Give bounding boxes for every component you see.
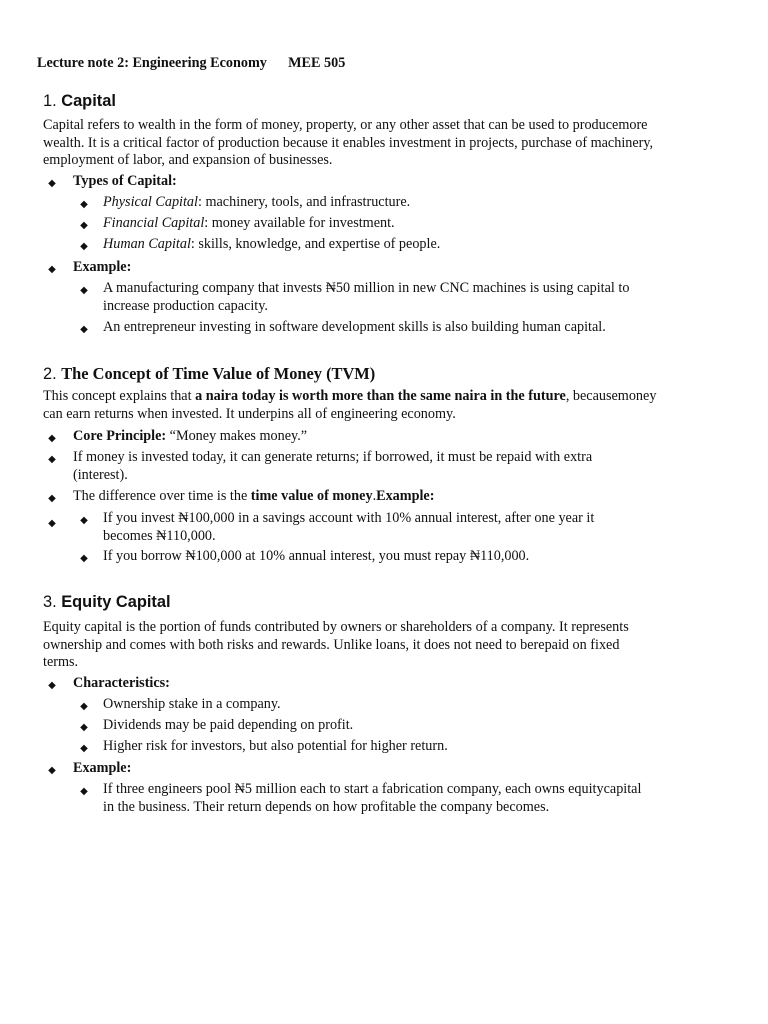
- course-code: MEE 505: [288, 55, 346, 71]
- bullet-icon: ◆: [80, 199, 88, 210]
- bullet-icon: ◆: [48, 518, 56, 529]
- section-1-intro: [43, 117, 703, 170]
- list-item: Financial Capital: money available for investment.: [103, 215, 395, 231]
- lecture-title: Lecture note 2: Engineering Economy: [37, 55, 267, 71]
- list-item: If three engineers pool ₦5 million each to start a fabrication company, each owns equitycapital in the business. Their return depends on how profitable the company becomes.: [103, 781, 642, 815]
- bullet-icon: ◆: [48, 493, 56, 504]
- section-3-heading: [43, 592, 171, 612]
- bullet-icon: ◆: [48, 178, 56, 189]
- bullet-icon: ◆: [48, 264, 56, 275]
- list-item: A manufacturing company that invests ₦50 million in new CNC machines is using capital to increase production capacity.: [103, 280, 630, 314]
- list-item: If you invest ₦100,000 in a savings account with 10% annual interest, after one year it becomes ₦110,000.: [103, 510, 595, 544]
- section-number: 3.: [43, 593, 57, 611]
- intro-line: employment of labor, and expansion of businesses.: [43, 152, 333, 169]
- core-principle: Core Principle: “Money makes money.”: [73, 428, 308, 444]
- section-2-intro: This concept explains that a naira today is worth more than the same naira in the future, becausemoney can earn returns when invested. It underpins all of engineering economy.: [43, 388, 657, 422]
- list-item: If you borrow ₦100,000 at 10% annual interest, you must repay ₦110,000.: [103, 548, 530, 564]
- bullet-icon: ◆: [80, 722, 88, 733]
- bullet-icon: ◆: [48, 680, 56, 691]
- list-item: An entrepreneur investing in software development skills is also building human capital.: [103, 319, 606, 335]
- section-title: Equity Capital: [61, 593, 171, 611]
- bullet-icon: ◆: [80, 515, 88, 526]
- section-number: 2.: [43, 365, 57, 383]
- lecture-header: [37, 55, 345, 73]
- bullet-icon: ◆: [80, 553, 88, 564]
- types-label: Types of Capital:: [73, 173, 177, 189]
- bullet-icon: ◆: [80, 743, 88, 754]
- section-title: Capital: [61, 92, 116, 110]
- list-item: Dividends may be paid depending on profit.: [103, 717, 354, 733]
- section-title: The Concept of Time Value of Money (TVM): [61, 364, 376, 383]
- example-label: Example:: [73, 760, 132, 776]
- example-label: Example:: [73, 259, 132, 275]
- list-item: Higher risk for investors, but also potential for higher return.: [103, 738, 448, 754]
- list-item: The difference over time is the time value of money.Example:: [73, 488, 435, 504]
- bullet-icon: ◆: [48, 433, 56, 444]
- bullet-icon: ◆: [80, 220, 88, 231]
- bullet-icon: ◆: [48, 454, 56, 465]
- list-item: Physical Capital: machinery, tools, and infrastructure.: [103, 194, 411, 210]
- bullet-icon: ◆: [80, 241, 88, 252]
- section-3-intro: Equity capital is the portion of funds contributed by owners or shareholders of a company. It represents ownership and comes with both risks and rewards. Unlike loans, it does not need to berepaid on fixed terms.: [43, 619, 629, 671]
- section-1-heading: [43, 91, 116, 111]
- bullet-icon: ◆: [80, 786, 88, 797]
- bullet-icon: ◆: [80, 285, 88, 296]
- intro-line: Capital refers to wealth in the form of money, property, or any other asset that can be used to producemore: [43, 117, 648, 133]
- bullet-icon: ◆: [80, 324, 88, 335]
- list-item: Ownership stake in a company.: [103, 696, 281, 712]
- list-item: If money is invested today, it can generate returns; if borrowed, it must be repaid with extra (interest).: [73, 449, 593, 483]
- characteristics-label: Characteristics:: [73, 675, 170, 691]
- bullet-icon: ◆: [80, 701, 88, 712]
- intro-line: wealth. It is a critical factor of production because it enables investment in projects, purchase of machinery,: [43, 134, 654, 151]
- section-number: 1.: [43, 92, 57, 110]
- list-item: Human Capital: skills, knowledge, and expertise of people.: [103, 236, 441, 252]
- section-2-heading: [43, 364, 375, 384]
- bullet-icon: ◆: [48, 765, 56, 776]
